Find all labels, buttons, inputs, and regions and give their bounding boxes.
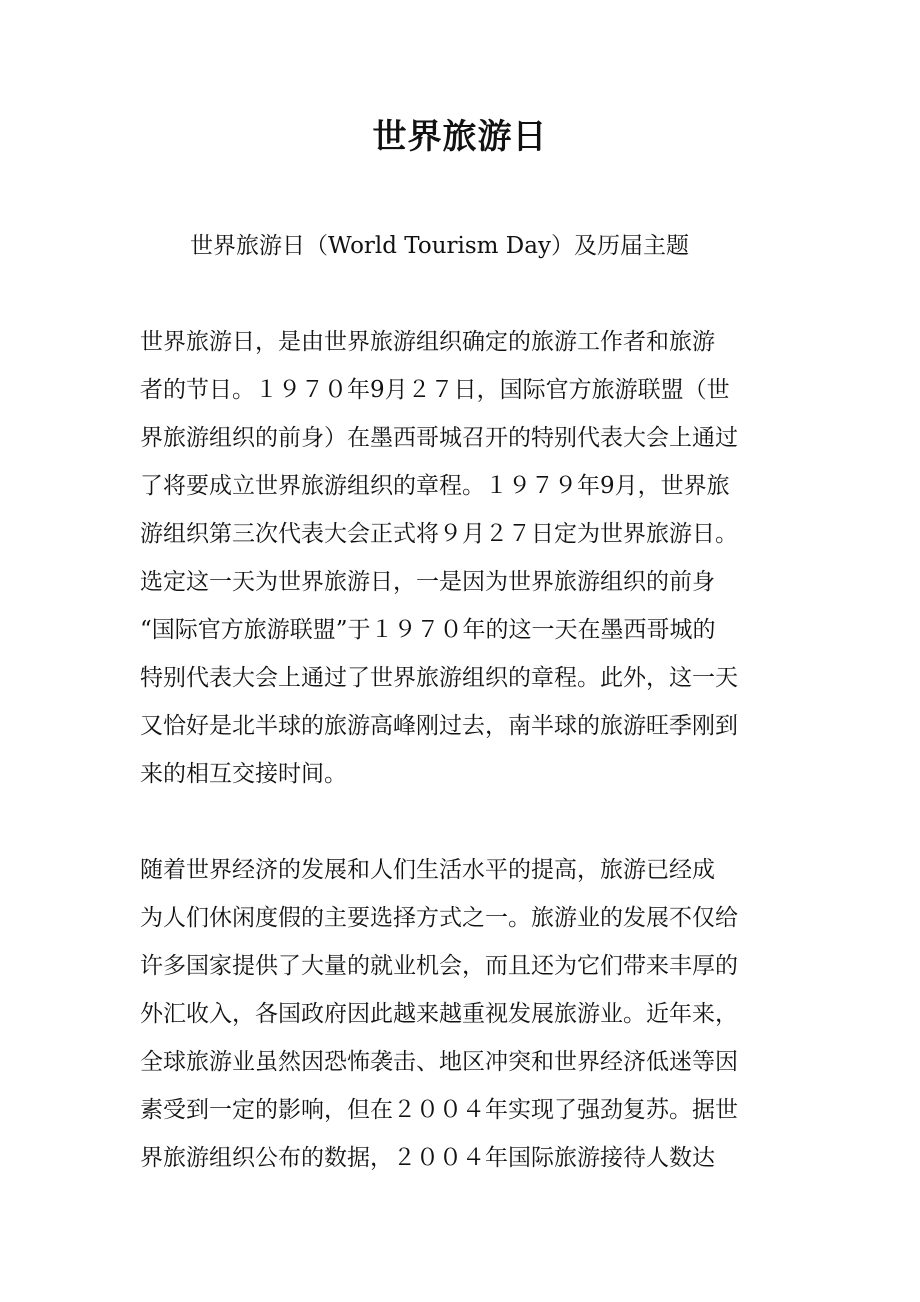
paragraph-line: 界旅游组织的前身）在墨西哥城召开的特别代表大会上通过 bbox=[140, 425, 738, 451]
paragraph-line: 世界旅游日，是由世界旅游组织确定的旅游工作者和旅游 bbox=[140, 329, 715, 355]
paragraph-line: 界旅游组织公布的数据，２００４年国际旅游接待人数达 bbox=[140, 1145, 715, 1171]
paragraph-line: 随着世界经济的发展和人们生活水平的提高，旅游已经成 bbox=[140, 857, 715, 883]
paragraph-line: 素受到一定的影响，但在２００４年实现了强劲复苏。据世 bbox=[140, 1097, 738, 1123]
paragraph-line: 为人们休闲度假的主要选择方式之一。旅游业的发展不仅给 bbox=[140, 905, 738, 931]
paragraph-line: 了将要成立世界旅游组织的章程。１９７９年9月，世界旅 bbox=[140, 473, 730, 499]
paragraph-line: 游组织第三次代表大会正式将９月２７日定为世界旅游日。 bbox=[140, 521, 738, 547]
paragraph-line: 选定这一天为世界旅游日，一是因为世界旅游组织的前身 bbox=[140, 569, 715, 595]
paragraph-1 bbox=[140, 318, 800, 798]
paragraph-line: 许多国家提供了大量的就业机会，而且还为它们带来丰厚的 bbox=[140, 953, 738, 979]
paragraph-line: 又恰好是北半球的旅游高峰刚过去，南半球的旅游旺季刚到 bbox=[140, 713, 738, 739]
paragraph-line: 来的相互交接时间。 bbox=[140, 761, 347, 787]
paragraph-line: “国际官方旅游联盟”于１９７０年的这一天在墨西哥城的 bbox=[140, 617, 716, 643]
paragraph-line: 全球旅游业虽然因恐怖袭击、地区冲突和世界经济低迷等因 bbox=[140, 1049, 738, 1075]
paragraph-line: 者的节日。１９７０年9月２７日，国际官方旅游联盟（世 bbox=[140, 377, 730, 403]
paragraph-line: 外汇收入，各国政府因此越来越重视发展旅游业。近年来， bbox=[140, 1001, 738, 1027]
paragraph-2 bbox=[140, 846, 800, 1182]
page-title: 世界旅游日 bbox=[372, 117, 548, 157]
document-subtitle: 世界旅游日（World Tourism Day）及历届主题 bbox=[190, 233, 689, 259]
paragraph-line: 特别代表大会上通过了世界旅游组织的章程。此外，这一天 bbox=[140, 665, 738, 691]
